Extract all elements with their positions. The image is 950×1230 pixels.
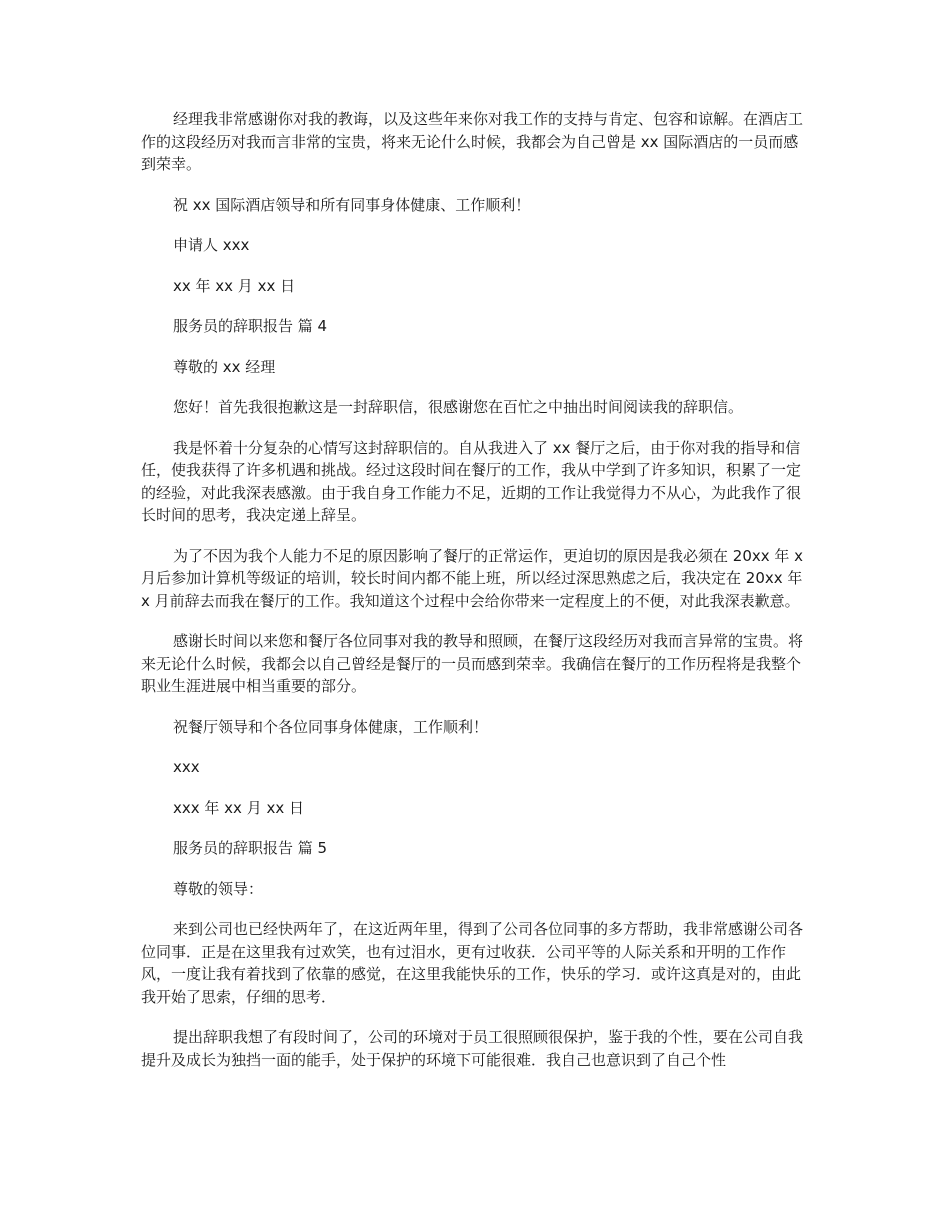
- document-page: [141, 108, 809, 1089]
- paragraph-gratitude: 感谢长时间以来您和餐厅各位同事对我的教导和照顾，在餐厅这段经历对我而言异常的宝贵。将来无论什么时候，我都会以自己曾经是餐厅的一员而感到荣幸。我确信在餐厅的工作历程将是我整个职业生涯进展中相当重要的部分。: [141, 632, 804, 695]
- paragraph-greeting-4: 您好！首先我很抱歉这是一封辞职信，很感谢您在百忙之中抽出时间阅读我的辞职信。: [173, 398, 744, 416]
- paragraph-reason: 为了不因为我个人能力不足的原因影响了餐厅的正常运作，更迫切的原因是我必须在 20xx 年 x 月后参加计算机等级证的培训，较长时间内都不能上班，所以经过深思熟虑之后，我决定在 20xx 年 x 月前辞去而我在餐厅的工作。我知道这个过程中会给你带来一定程度上的不便，对此我深表歉意。: [141, 546, 804, 610]
- paragraph-resignation-reason: 提出辞职我想了有段时间了，公司的环境对于员工很照顾很保护，鉴于我的个性，要在公司自我提升及成长为独挡一面的能手，处于保护的环境下可能很难．我自己也意识到了自己个性: [141, 1028, 804, 1069]
- section-heading-4: 服务员的辞职报告 篇 4: [173, 317, 328, 335]
- paragraph-two-years: 来到公司也已经快两年了，在这近两年里，得到了公司各位同事的多方帮助，我非常感谢公司各位同事．正是在这里我有过欢笑，也有过泪水，更有过收获．公司平等的人际关系和开明的工作作风，一度让我有着找到了依靠的感觉，在这里我能快乐的工作，快乐的学习．或许这真是对的，由此我开始了思索，仔细的思考．: [141, 920, 804, 1006]
- paragraph-salutation-5: 尊敬的领导：: [173, 879, 264, 898]
- paragraph-wishes-restaurant: 祝餐厅领导和个各位同事身体健康，工作顺利！: [173, 717, 489, 736]
- paragraph-wishes-hotel: 祝 xx 国际酒店领导和所有同事身体健康、工作顺利！: [173, 195, 531, 214]
- section-heading-5: 服务员的辞职报告 篇 5: [173, 839, 328, 857]
- paragraph-date-2: xxx 年 xx 月 xx 日: [173, 798, 304, 817]
- paragraph-applicant: 申请人 xxx: [173, 236, 250, 254]
- paragraph-salutation-4: 尊敬的 xx 经理: [173, 357, 276, 376]
- paragraph-thanks-manager: 经理我非常感谢你对我的教诲，以及这些年来你对我工作的支持与肯定、包容和谅解。在酒店工作的这段经历对我而言非常的宝贵，将来无论什么时候，我都会为自己曾是 xx 国际酒店的一员而感到荣幸。: [141, 110, 804, 173]
- paragraph-date-1: xx 年 xx 月 xx 日: [173, 276, 296, 295]
- paragraph-feelings: 我是怀着十分复杂的心情写这封辞职信的。自从我进入了 xx 餐厅之后，由于你对我的指导和信任，使我获得了许多机遇和挑战。经过这段时间在餐厅的工作，我从中学到了许多知识，积累了一定的经验，对此我深表感激。由于我自身工作能力不足，近期的工作让我觉得力不从心，为此我作了很长时间的思考，我决定递上辞呈。: [141, 438, 802, 524]
- paragraph-signature: xxx: [173, 758, 200, 776]
